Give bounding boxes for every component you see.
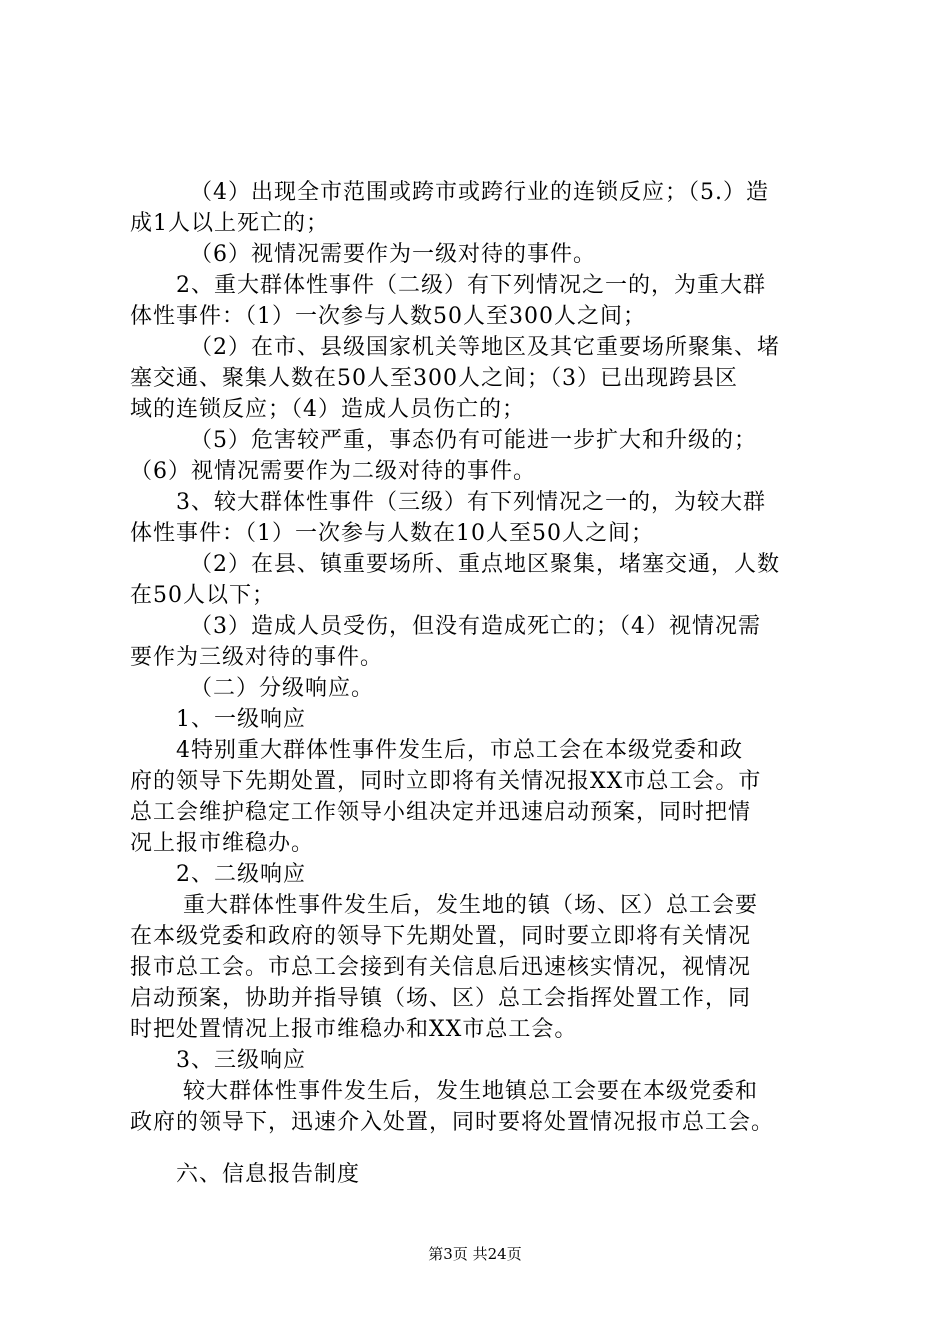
subsection-heading: 3、三级响应 [176,1048,306,1073]
text-line: 政府的领导下，迅速介入处置，同时要将处置情况报市总工会。 [130,1110,775,1135]
section-heading: （二）分级响应。 [190,676,375,701]
text-line: 时把处置情况上报市维稳办和XX市总工会。 [130,1017,578,1042]
text-line: 较大群体性事件发生后，发生地镇总工会要在本级党委和 [183,1079,759,1104]
subsection-heading: 2、二级响应 [176,862,306,887]
text-line: （6）视情况需要作为二级对待的事件。 [130,459,536,484]
text-line: （6）视情况需要作为一级对待的事件。 [190,242,596,267]
text-line: 塞交通、聚集人数在50人至300人之间；（3）已出现跨县区 [130,366,738,391]
text-line: 2、重大群体性事件（二级）有下列情况之一的，为重大群 [176,273,766,298]
text-line: 总工会维护稳定工作领导小组决定并迅速启动预案，同时把情 [130,800,752,825]
text-line: 在本级党委和政府的领导下先期处置，同时要立即将有关情况 [130,924,752,949]
text-line: 3、较大群体性事件（三级）有下列情况之一的，为较大群 [176,490,766,515]
text-line: 4特别重大群体性事件发生后，市总工会在本级党委和政 [176,738,743,763]
text-line: 启动预案，协助并指导镇（场、区）总工会指挥处置工作，同 [130,986,752,1011]
text-line: 域的连锁反应；（4）造成人员伤亡的； [130,397,525,422]
page-number-footer: 第3页 共24页 [428,1245,522,1263]
text-line: 成1人以上死亡的； [130,211,329,236]
text-line: 报市总工会。市总工会接到有关信息后迅速核实情况，视情况 [130,955,752,980]
text-line: （2）在县、镇重要场所、重点地区聚集，堵塞交通，人数 [190,552,780,577]
text-line: 体性事件：（1）一次参与人数在10人至50人之间； [130,521,654,546]
text-line: 重大群体性事件发生后，发生地的镇（场、区）总工会要 [183,893,759,918]
text-line: 要作为三级对待的事件。 [130,645,384,670]
subsection-heading: 1、一级响应 [176,707,306,732]
text-line: （2）在市、县级国家机关等地区及其它重要场所聚集、堵 [190,335,780,360]
text-line: （3）造成人员受伤，但没有造成死亡的；（4）视情况需 [190,614,761,639]
text-line: （5）危害较严重，事态仍有可能进一步扩大和升级的； [190,428,757,453]
section-heading: 六、信息报告制度 [176,1162,361,1187]
text-line: 府的领导下先期处置，同时立即将有关情况报XX市总工会。市 [130,769,762,794]
text-line: （4）出现全市范围或跨市或跨行业的连锁反应；（5.）造 [190,180,769,205]
text-line: 在50人以下； [130,583,275,608]
text-line: 况上报市维稳办。 [130,831,315,856]
text-line: 体性事件：（1）一次参与人数50人至300人之间； [130,304,646,329]
